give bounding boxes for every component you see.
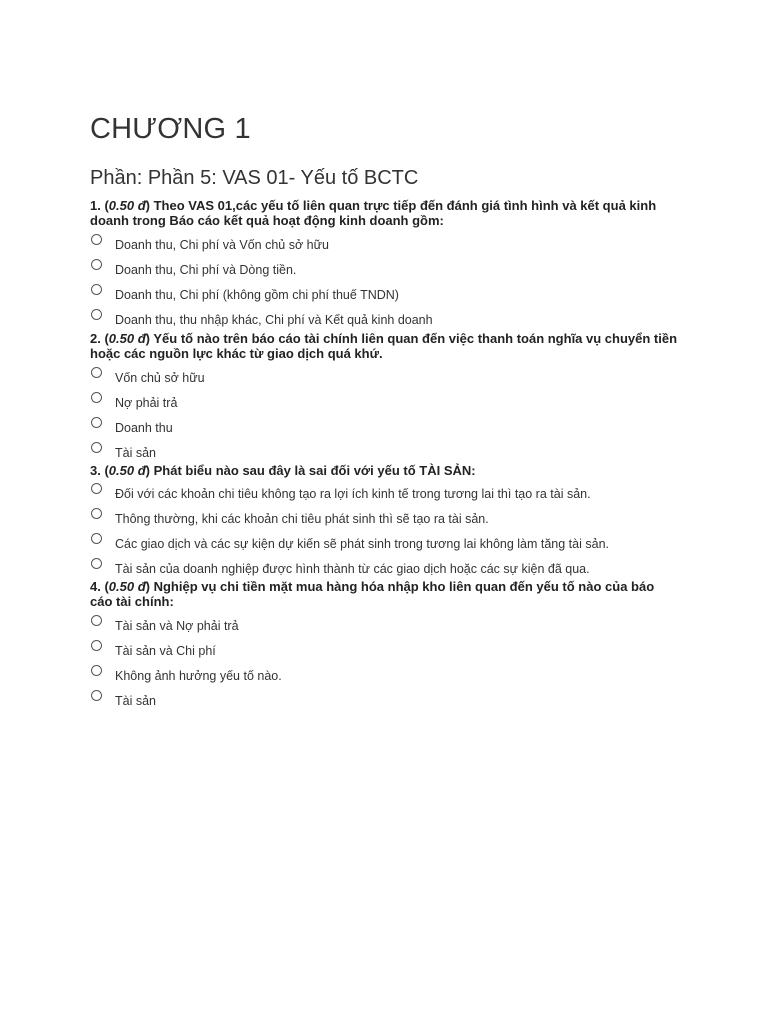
option-label: Tài sản và Chi phí (115, 644, 216, 658)
option-list (90, 613, 680, 713)
option-item[interactable] (90, 257, 680, 282)
option-item[interactable] (90, 232, 680, 257)
question-points: 0.50 đ (108, 198, 146, 213)
radio-icon[interactable] (91, 640, 102, 651)
question-points: 0.50 đ (108, 463, 146, 478)
option-item[interactable] (90, 365, 680, 390)
radio-icon[interactable] (91, 284, 102, 295)
option-label: Đối với các khoản chi tiêu không tạo ra lợi ích kinh tế trong tương lai thì tạo ra tài sản. (115, 487, 591, 501)
question-4 (90, 579, 680, 713)
question-number: 2. ( (90, 331, 109, 346)
option-item[interactable] (90, 506, 680, 531)
section-title: Phần: Phần 5: VAS 01- Yếu tố BCTC (90, 167, 419, 189)
option-label: Vốn chủ sở hữu (115, 371, 205, 385)
question-body: ) Nghiệp vụ chi tiền mặt mua hàng hóa nhập kho liên quan đến yếu tố nào của báo cáo tài chính: (90, 579, 655, 609)
radio-icon[interactable] (91, 558, 102, 569)
option-item[interactable] (90, 638, 680, 663)
radio-icon[interactable] (91, 483, 102, 494)
question-1 (90, 198, 680, 332)
radio-icon[interactable] (91, 690, 102, 701)
question-number: 4. ( (90, 579, 109, 594)
question-body: ) Theo VAS 01,các yếu tố liên quan trực tiếp đến đánh giá tình hình và kết quả kinh doanh trong Báo cáo kết quả hoạt động kinh doanh gồm: (90, 198, 657, 228)
option-item[interactable] (90, 613, 680, 638)
radio-icon[interactable] (91, 234, 102, 245)
option-item[interactable] (90, 688, 680, 713)
radio-icon[interactable] (91, 309, 102, 320)
question-body: ) Phát biểu nào sau đây là sai đối với yếu tố TÀI SẢN: (145, 463, 476, 478)
option-label: Không ảnh hưởng yếu tố nào. (115, 669, 282, 683)
question-number: 1. ( (90, 198, 109, 213)
question-text (90, 463, 680, 478)
question-number: 3. ( (90, 463, 109, 478)
option-list (90, 232, 680, 332)
radio-icon[interactable] (91, 615, 102, 626)
option-label: Doanh thu, Chi phí (không gồm chi phí thuế TNDN) (115, 288, 399, 302)
option-list (90, 481, 680, 581)
option-label: Doanh thu, Chi phí và Dòng tiền. (115, 263, 297, 277)
question-3 (90, 463, 680, 581)
option-label: Nợ phải trả (115, 396, 178, 410)
question-points: 0.50 đ (108, 331, 146, 346)
question-text (90, 331, 680, 361)
question-points: 0.50 đ (108, 579, 146, 594)
option-label: Tài sản (115, 694, 156, 708)
question-text (90, 579, 680, 609)
chapter-title: CHƯƠNG 1 (90, 113, 251, 145)
option-label: Các giao dịch và các sự kiện dự kiến sẽ phát sinh trong tương lai không làm tăng tài sản. (115, 537, 609, 551)
radio-icon[interactable] (91, 442, 102, 453)
option-item[interactable] (90, 440, 680, 465)
option-list (90, 365, 680, 465)
radio-icon[interactable] (91, 367, 102, 378)
option-label: Doanh thu, Chi phí và Vốn chủ sở hữu (115, 238, 329, 252)
option-item[interactable] (90, 663, 680, 688)
radio-icon[interactable] (91, 259, 102, 270)
option-label: Thông thường, khi các khoản chi tiêu phát sinh thì sẽ tạo ra tài sản. (115, 512, 489, 526)
option-label: Doanh thu, thu nhập khác, Chi phí và Kết quả kinh doanh (115, 313, 433, 327)
question-2 (90, 331, 680, 465)
question-text (90, 198, 680, 228)
radio-icon[interactable] (91, 508, 102, 519)
radio-icon[interactable] (91, 665, 102, 676)
option-item[interactable] (90, 307, 680, 332)
option-item[interactable] (90, 390, 680, 415)
radio-icon[interactable] (91, 392, 102, 403)
option-item[interactable] (90, 531, 680, 556)
question-body: ) Yếu tố nào trên báo cáo tài chính liên quan đến việc thanh toán nghĩa vụ chuyển tiền hoặc các nguồn lực khác từ giao dịch quá khứ. (90, 331, 678, 361)
option-label: Tài sản và Nợ phải trả (115, 619, 239, 633)
radio-icon[interactable] (91, 417, 102, 428)
option-label: Tài sản của doanh nghiệp được hình thành từ các giao dịch hoặc các sự kiện đã qua. (115, 562, 590, 576)
option-label: Tài sản (115, 446, 156, 460)
option-item[interactable] (90, 415, 680, 440)
option-item[interactable] (90, 556, 680, 581)
option-item[interactable] (90, 481, 680, 506)
option-item[interactable] (90, 282, 680, 307)
radio-icon[interactable] (91, 533, 102, 544)
option-label: Doanh thu (115, 421, 173, 435)
